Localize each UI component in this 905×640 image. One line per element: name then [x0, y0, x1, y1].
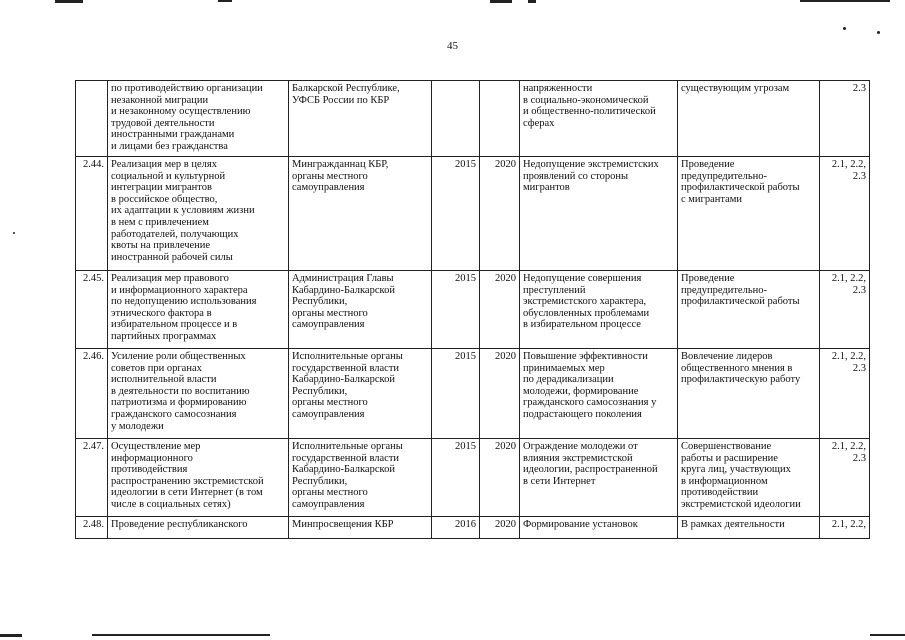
- cell-line: 2.3: [852, 362, 866, 374]
- cell-activity: [108, 349, 289, 439]
- cell-executor: [289, 517, 432, 539]
- cell-activity: [108, 271, 289, 349]
- cell-line: и лицами без гражданства: [111, 140, 228, 152]
- cell-line: в российское общество,: [111, 193, 218, 205]
- cell-line: Исполнительные органы: [292, 441, 403, 452]
- cell-line: профилактической работы: [681, 296, 800, 308]
- cell-activity: [108, 81, 289, 157]
- cell-line: интеграции мигрантов: [111, 182, 212, 194]
- cell-line: самоуправления: [292, 408, 365, 420]
- cell-line: по недопущению использования: [111, 296, 257, 308]
- scan-artifact-top-left: [55, 0, 83, 3]
- scan-artifact-top: [528, 0, 536, 3]
- cell-activity: [108, 517, 289, 539]
- cell-start-year: 2015: [432, 157, 480, 271]
- table-row: [76, 271, 870, 349]
- cell-end-year: 2020: [480, 349, 520, 439]
- cell-line: иностранной рабочей силы: [111, 251, 233, 263]
- page-number: 45: [447, 40, 458, 52]
- cell-line: социальной и культурной: [111, 170, 226, 182]
- scan-artifact-top: [218, 0, 232, 2]
- cell-number: [76, 81, 108, 157]
- cell-line: квоты на привлечение: [111, 240, 211, 252]
- cell-line: мигрантов: [523, 182, 570, 194]
- cell-line: противодействии: [681, 487, 759, 499]
- cell-line: самоуправления: [292, 182, 365, 194]
- cell-start-year: 2015: [432, 271, 480, 349]
- cell-line: органы местного: [292, 487, 368, 499]
- cell-line: сферах: [523, 117, 555, 129]
- cell-start-year: 2015: [432, 349, 480, 439]
- cell-line: Формирование установок: [523, 519, 638, 530]
- table-row: [76, 517, 870, 539]
- cell-line: общественного мнения в: [681, 362, 793, 374]
- cell-expected-result: [520, 81, 678, 157]
- cell-line: экстремистской идеологии: [681, 498, 801, 510]
- cell-line: влияния экстремистской: [523, 452, 633, 464]
- cell-line: советов при органах: [111, 362, 202, 374]
- cell-effect: [678, 157, 820, 271]
- cell-end-year: 2020: [480, 517, 520, 539]
- cell-end-year: 2020: [480, 439, 520, 517]
- cell-line: профилактическую работу: [681, 374, 801, 386]
- cell-line: предупредительно-: [681, 170, 767, 182]
- cell-line: преступлений: [523, 284, 586, 296]
- cell-line: государственной власти: [292, 452, 400, 464]
- cell-line: Недопущение экстремистских: [523, 159, 659, 170]
- cell-executor: [289, 349, 432, 439]
- cell-line: предупредительно-: [681, 284, 767, 296]
- cell-line: в избирательном процессе: [523, 319, 641, 331]
- cell-end-year: 2020: [480, 157, 520, 271]
- cell-task-numbers: [820, 271, 870, 349]
- cell-executor: [289, 439, 432, 517]
- cell-line: государственной власти: [292, 362, 400, 374]
- cell-expected-result: [520, 439, 678, 517]
- cell-line: в социально-экономической: [523, 94, 649, 106]
- cell-expected-result: [520, 349, 678, 439]
- table-row: [76, 81, 870, 157]
- cell-line: напряженности: [523, 83, 593, 94]
- cell-task-numbers: [820, 439, 870, 517]
- table-row: [76, 157, 870, 271]
- cell-line: Исполнительные органы: [292, 351, 403, 362]
- scan-speck: [13, 232, 15, 234]
- cell-expected-result: [520, 157, 678, 271]
- measures-table: [75, 80, 870, 539]
- cell-line: принимаемых мер: [523, 362, 605, 374]
- cell-line: Ограждение молодежи от: [523, 441, 638, 452]
- cell-number: 2.45.: [76, 271, 108, 349]
- cell-line: исполнительной власти: [111, 374, 217, 386]
- cell-executor: [289, 271, 432, 349]
- cell-line: существующим угрозам: [681, 83, 790, 94]
- cell-activity: [108, 439, 289, 517]
- cell-line: в нем с привлечением: [111, 216, 209, 228]
- table-body: [76, 81, 870, 539]
- scan-artifact-top-right: [800, 0, 890, 2]
- cell-line: 2.1, 2.2,: [831, 159, 866, 170]
- cell-line: 2.3: [852, 170, 866, 182]
- cell-line: иностранными гражданами: [111, 129, 235, 141]
- cell-line: проявлений со стороны: [523, 170, 629, 182]
- cell-number: 2.47.: [76, 439, 108, 517]
- cell-line: и незаконному осуществлению: [111, 106, 251, 118]
- cell-line: самоуправления: [292, 498, 365, 510]
- scan-artifact-bottom-left: [0, 634, 22, 637]
- cell-line: и общественно-политической: [523, 106, 656, 118]
- cell-line: информационного: [111, 452, 193, 464]
- cell-line: Минпросвещения КБР: [292, 519, 394, 530]
- cell-line: Проведение: [681, 159, 735, 170]
- cell-line: Проведение: [681, 273, 735, 284]
- cell-line: с мигрантами: [681, 193, 743, 205]
- cell-line: работы и расширение: [681, 452, 778, 464]
- cell-effect: [678, 517, 820, 539]
- cell-start-year: 2015: [432, 439, 480, 517]
- cell-line: Вовлечение лидеров: [681, 351, 773, 362]
- cell-line: органы местного: [292, 307, 368, 319]
- cell-line: по дерадикализации: [523, 374, 614, 386]
- cell-line: гражданского самосознания у: [523, 397, 657, 409]
- cell-number: 2.48.: [76, 517, 108, 539]
- cell-line: их адаптации к условиям жизни: [111, 205, 255, 217]
- cell-line: Осуществление мер: [111, 441, 201, 452]
- cell-line: избирательном процессе и в: [111, 319, 238, 331]
- cell-start-year: 2016: [432, 517, 480, 539]
- cell-expected-result: [520, 517, 678, 539]
- cell-line: Усиление роли общественных: [111, 351, 246, 362]
- cell-line: этнического фактора в: [111, 307, 212, 319]
- cell-line: по противодействию организации: [111, 83, 263, 94]
- cell-line: Администрация Главы: [292, 273, 394, 284]
- cell-line: у молодежи: [111, 420, 164, 432]
- table-row: [76, 439, 870, 517]
- cell-line: 2.3: [852, 452, 866, 464]
- cell-line: партийных программах: [111, 330, 217, 342]
- cell-executor: [289, 81, 432, 157]
- table-row: [76, 349, 870, 439]
- cell-line: Республики,: [292, 475, 348, 487]
- cell-line: круга лиц, участвующих: [681, 464, 791, 476]
- cell-line: экстремистского характера,: [523, 296, 647, 308]
- cell-line: 2.3: [852, 284, 866, 296]
- cell-task-numbers: [820, 157, 870, 271]
- cell-line: патриотизма и формированию: [111, 397, 247, 409]
- cell-line: числе в социальных сетях): [111, 498, 231, 510]
- cell-effect: [678, 271, 820, 349]
- cell-line: Республики,: [292, 385, 348, 397]
- cell-effect: [678, 439, 820, 517]
- cell-start-year: [432, 81, 480, 157]
- cell-task-numbers: [820, 517, 870, 539]
- cell-line: в сети Интернет: [523, 475, 596, 487]
- cell-line: идеологии в сети Интернет (в том: [111, 487, 263, 499]
- cell-executor: [289, 157, 432, 271]
- cell-line: Недопущение совершения: [523, 273, 642, 284]
- scan-artifact-bottom-right: [870, 634, 905, 636]
- cell-line: в деятельности по воспитанию: [111, 385, 250, 397]
- cell-line: трудовой деятельности: [111, 117, 215, 129]
- cell-effect: [678, 349, 820, 439]
- cell-number: 2.44.: [76, 157, 108, 271]
- cell-line: Мингражданнац КБР,: [292, 159, 389, 170]
- cell-line: УФСБ России по КБР: [292, 94, 390, 106]
- cell-effect: [678, 81, 820, 157]
- scan-speck: [877, 31, 880, 34]
- cell-line: профилактической работы: [681, 182, 800, 194]
- cell-line: 2.1, 2.2,: [831, 273, 866, 284]
- cell-line: самоуправления: [292, 319, 365, 331]
- cell-end-year: 2020: [480, 271, 520, 349]
- cell-task-numbers: [820, 349, 870, 439]
- scan-artifact-top: [490, 0, 512, 3]
- cell-line: Балкарской Республике,: [292, 83, 400, 94]
- cell-line: Кабардино-Балкарской: [292, 284, 395, 296]
- cell-line: распространению экстремистской: [111, 475, 264, 487]
- cell-line: молодежи, формирование: [523, 385, 639, 397]
- cell-line: Кабардино-Балкарской: [292, 374, 395, 386]
- cell-line: 2.1, 2.2,: [831, 519, 866, 530]
- cell-line: органы местного: [292, 170, 368, 182]
- cell-line: подрастающего поколения: [523, 408, 642, 420]
- cell-line: 2.3: [852, 83, 866, 94]
- scan-artifact-bottom: [92, 634, 270, 636]
- cell-line: Совершенствование: [681, 441, 772, 452]
- cell-line: Кабардино-Балкарской: [292, 464, 395, 476]
- cell-line: обусловленных проблемами: [523, 307, 650, 319]
- cell-number: 2.46.: [76, 349, 108, 439]
- scan-speck: [843, 27, 846, 30]
- cell-activity: [108, 157, 289, 271]
- cell-line: идеологии, распространенной: [523, 464, 658, 476]
- cell-line: работодателей, получающих: [111, 228, 239, 240]
- cell-line: Реализация мер правового: [111, 273, 229, 284]
- cell-line: Повышение эффективности: [523, 351, 648, 362]
- cell-line: гражданского самосознания: [111, 408, 237, 420]
- cell-line: 2.1, 2.2,: [831, 441, 866, 452]
- cell-line: противодействия: [111, 464, 188, 476]
- cell-line: Проведение республиканского: [111, 519, 248, 530]
- cell-task-numbers: [820, 81, 870, 157]
- cell-line: 2.1, 2.2,: [831, 351, 866, 362]
- cell-line: Реализация мер в целях: [111, 159, 217, 170]
- cell-line: В рамках деятельности: [681, 519, 785, 530]
- cell-line: незаконной миграции: [111, 94, 209, 106]
- cell-line: Республики,: [292, 296, 348, 308]
- cell-line: органы местного: [292, 397, 368, 409]
- cell-line: в информационном: [681, 475, 768, 487]
- cell-line: и информационного характера: [111, 284, 248, 296]
- cell-end-year: [480, 81, 520, 157]
- cell-expected-result: [520, 271, 678, 349]
